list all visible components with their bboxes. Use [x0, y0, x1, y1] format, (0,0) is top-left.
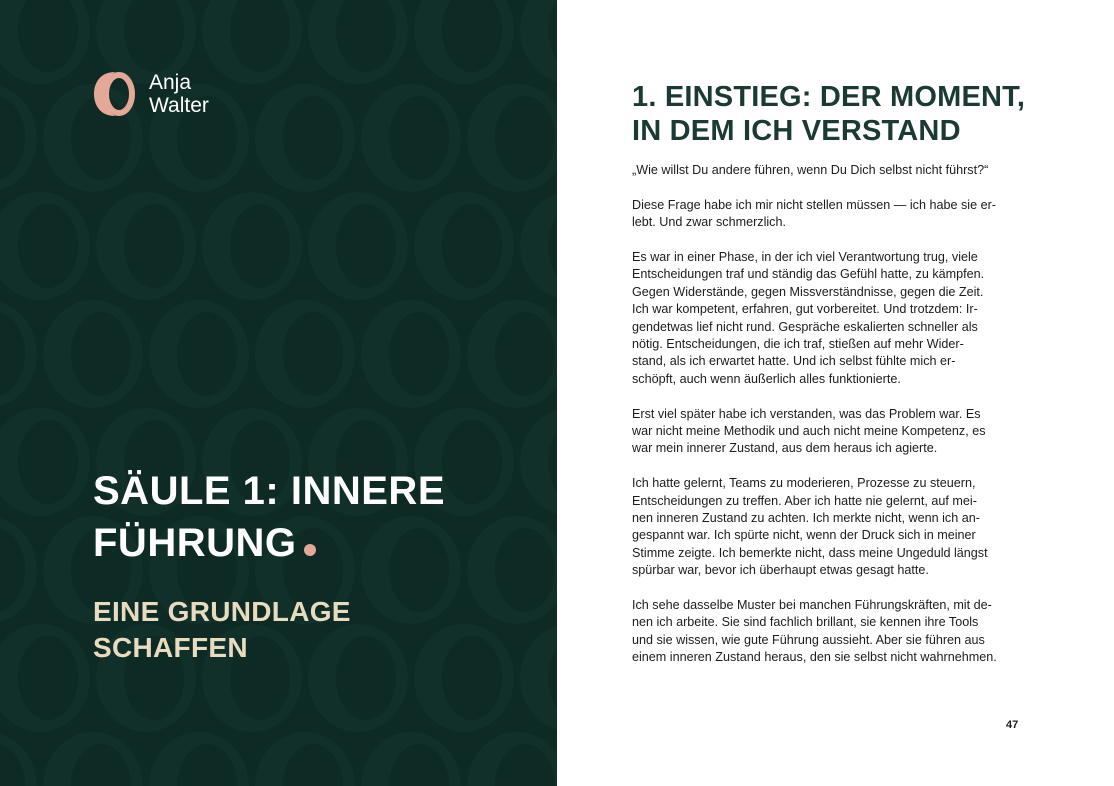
- body-line: Entscheidungen zu treffen. Aber ich hatte nie gelernt, auf mei-: [632, 493, 977, 508]
- body-line: einem inneren Zustand heraus, den sie selbst nicht wahrnehmen.: [632, 650, 997, 665]
- pattern-ring-hole: [495, 528, 555, 612]
- body-line: Stimme zeigte. Ich bemerkte nicht, dass meine Ungeduld längst: [632, 545, 988, 560]
- pattern-ring-hole: [389, 312, 449, 396]
- body-text: [632, 162, 1032, 684]
- pattern-ring-hole: [389, 96, 449, 180]
- chapter-title: [93, 465, 445, 569]
- logo-wordmark: [149, 71, 209, 117]
- body-line: Entscheidungen traf und ständig das Gefühl hatte, zu kämpfen.: [632, 267, 985, 282]
- body-line: Ich war kompetent, erfahren, gut vorbereitet. Und trotzdem: Ir-: [632, 302, 978, 317]
- pattern-ring-hole: [442, 420, 502, 504]
- pattern-ring-hole: [336, 204, 396, 288]
- accent-dot-icon: [304, 544, 316, 556]
- pattern-ring-hole: [442, 636, 502, 720]
- chapter-title-line-2: FÜHRUNG: [93, 521, 297, 565]
- pattern-ring-hole: [495, 96, 555, 180]
- page-number: 47: [1006, 719, 1019, 731]
- body-line: lebt. Und zwar schmerzlich.: [632, 215, 786, 230]
- section-heading: [632, 80, 1025, 148]
- pattern-ring-hole: [495, 312, 555, 396]
- pattern-ring-hole: [442, 204, 502, 288]
- pattern-ring-hole: [283, 96, 343, 180]
- body-line: war mein innerer Zustand, aus dem heraus ich agierte.: [632, 441, 938, 456]
- ring-logo-icon: [93, 70, 137, 118]
- body-line: gespannt war. Ich spürte nicht, wenn der Druck sich in meiner: [632, 528, 976, 543]
- body-paragraph: [632, 162, 1032, 179]
- section-heading-line-1: 1. EINSTIEG: DER MOMENT,: [632, 81, 1026, 113]
- body-line: Ich sehe dasselbe Muster bei manchen Führungskräften, mit de-: [632, 598, 992, 613]
- body-line: Erst viel später habe ich verstanden, was das Problem war. Es: [632, 406, 981, 421]
- pattern-ring-hole: [230, 204, 290, 288]
- body-paragraph: [632, 249, 1032, 388]
- logo-first-name: Anja: [149, 71, 192, 94]
- chapter-subtitle: [93, 594, 351, 666]
- body-line: nötig. Entscheidungen, die ich traf, stießen auf mehr Wider-: [632, 337, 964, 352]
- body-line: Es war in einer Phase, in der ich viel Verantwortung trug, viele: [632, 250, 978, 264]
- body-line: spürbar war, bevor ich überhaupt etwas gesagt hatte.: [632, 563, 929, 578]
- body-paragraph: [632, 475, 1032, 579]
- chapter-title-line-2-wrap: [93, 517, 445, 569]
- body-paragraph: [632, 597, 1032, 667]
- chapter-title-line-1: SÄULE 1: INNERE: [93, 469, 445, 513]
- body-line: schöpft, auch wenn äußerlich alles funktionierte.: [632, 371, 901, 386]
- body-line: stand, als ich erwartet hatte. Und ich selbst fühlte mich er-: [632, 354, 956, 369]
- body-line: Diese Frage habe ich mir nicht stellen müssen — ich habe sie er-: [632, 197, 996, 212]
- body-line: nen inneren Zustand zu achten. Ich merkte nicht, wenn ich an-: [632, 511, 980, 526]
- section-heading-line-2: IN DEM ICH VERSTAND: [632, 115, 961, 147]
- body-line: gendetwas lief nicht rund. Gespräche eskalierten schneller als: [632, 319, 978, 334]
- chapter-subtitle-line-1: EINE GRUNDLAGE: [93, 596, 351, 627]
- brand-logo: [93, 70, 209, 118]
- pattern-ring-hole: [283, 312, 343, 396]
- pattern-ring-hole: [18, 204, 78, 288]
- logo-last-name: Walter: [149, 94, 209, 117]
- pattern-ring-hole: [124, 204, 184, 288]
- body-paragraph: [632, 197, 1032, 232]
- body-line: „Wie willst Du andere führen, wenn Du Dich selbst nicht führst?“: [632, 163, 989, 177]
- pattern-ring-hole: [18, 636, 78, 720]
- body-line: Gegen Widerstände, gegen Missverständnisse, gegen die Zeit.: [632, 284, 984, 299]
- body-line: war nicht meine Methodik und auch nicht meine Kompetenz, es: [632, 424, 986, 439]
- body-paragraph: [632, 406, 1032, 458]
- pattern-ring-hole: [177, 312, 237, 396]
- body-line: nen ich arbeite. Sie sind fachlich brillant, sie kennen ihre Tools: [632, 615, 979, 630]
- right-page: [557, 0, 1114, 786]
- pattern-ring-hole: [71, 312, 131, 396]
- pattern-ring-hole: [18, 420, 78, 504]
- body-line: und sie wissen, wie gute Führung aussieht. Aber sie führen aus: [632, 632, 985, 647]
- chapter-subtitle-line-2: SCHAFFEN: [93, 632, 248, 663]
- body-line: Ich hatte gelernt, Teams zu moderieren, Prozesse zu steuern,: [632, 476, 976, 491]
